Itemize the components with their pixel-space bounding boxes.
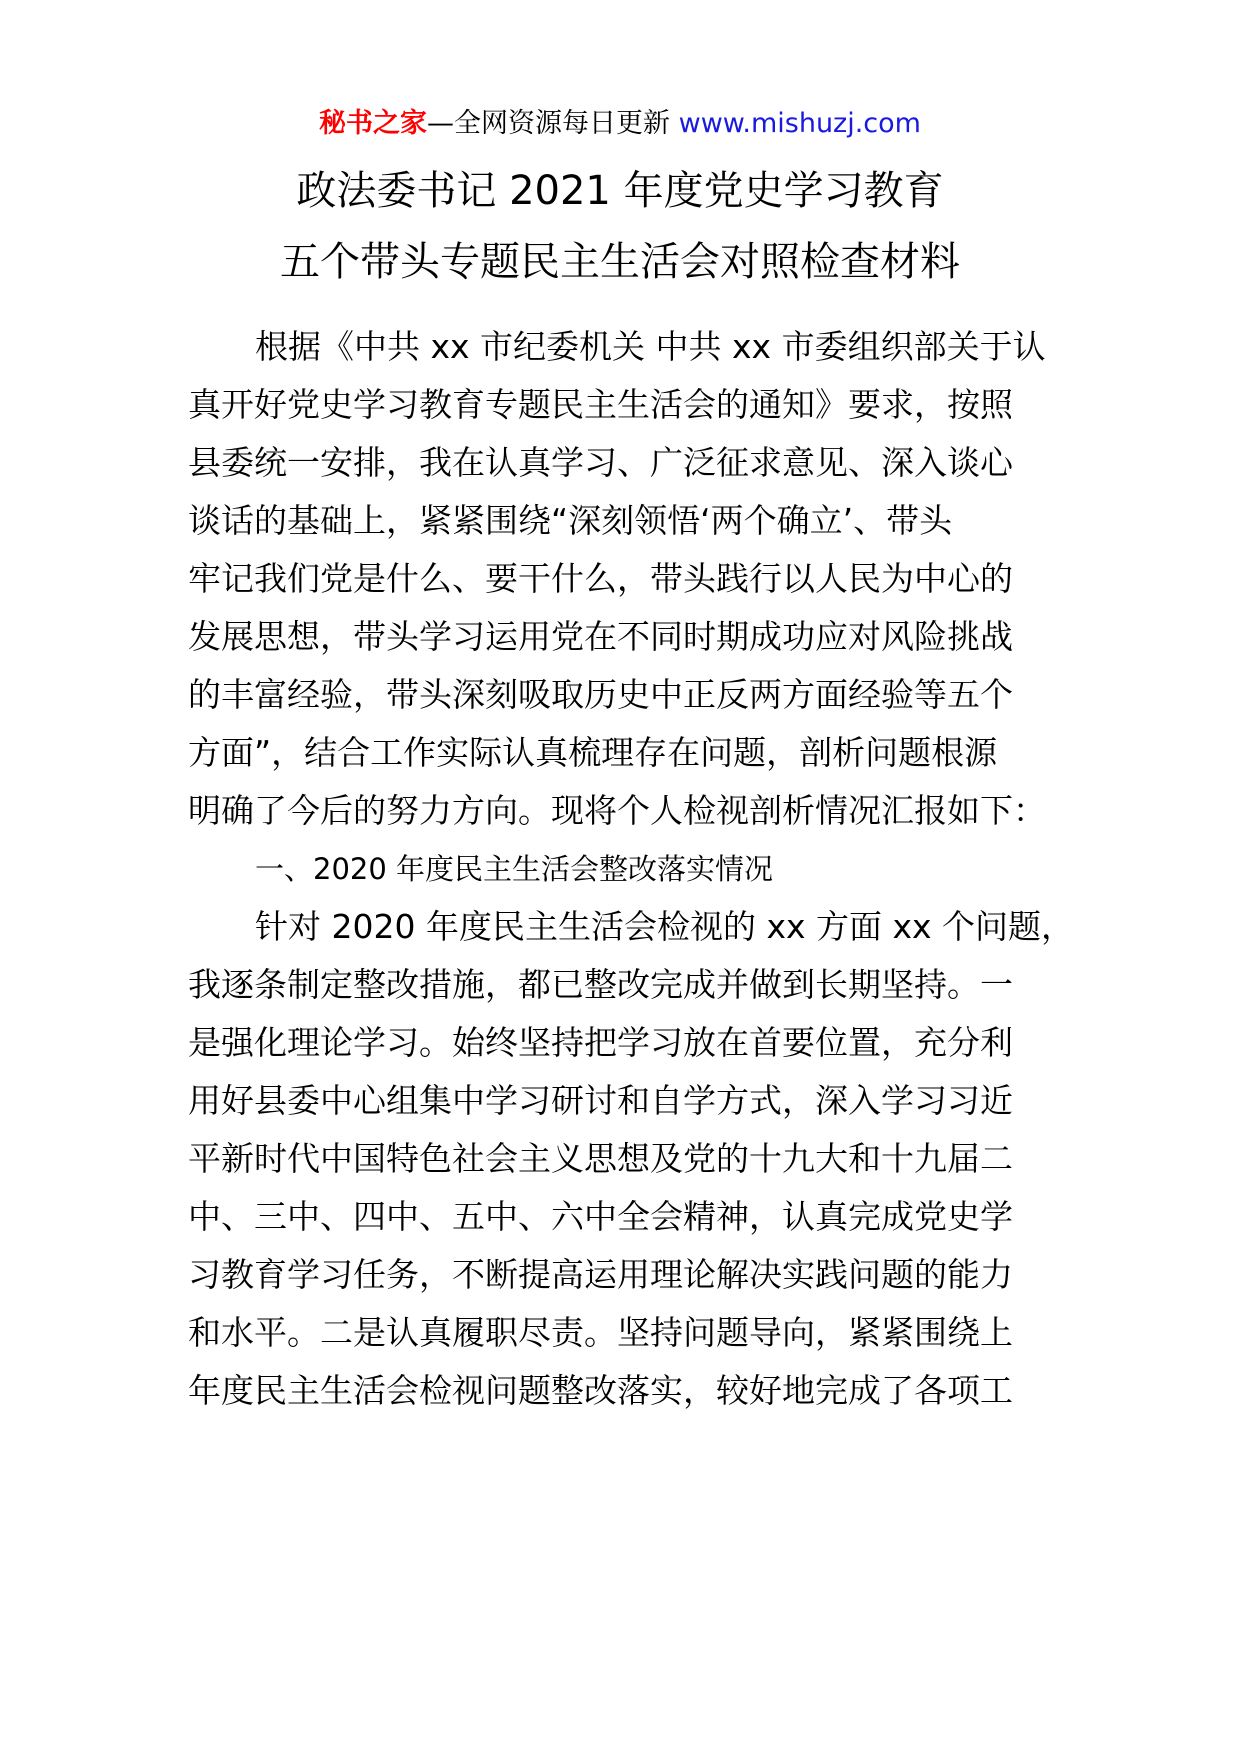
paragraph-line: 习教育学习任务，不断提高运用理论解决实践问题的能力 <box>188 1255 1013 1294</box>
paragraph-line: 平新时代中国特色社会主义思想及党的十九大和十九届二 <box>188 1139 1013 1178</box>
section-heading: 一、2020 年度民主生活会整改落实情况 <box>255 852 774 886</box>
paragraph-line: 年度民主生活会检视问题整改落实，较好地完成了各项工 <box>188 1371 1013 1410</box>
document-title-line-2: 五个带头专题民主生活会对照检查材料 <box>280 239 960 285</box>
paragraph-line: 中、三中、四中、五中、六中全会精神，认真完成党史学 <box>188 1197 1013 1236</box>
paragraph-line: 针对 2020 年度民主生活会检视的 xx 方面 xx 个问题， <box>255 907 1075 946</box>
paragraph-line: 方面”，结合工作实际认真梳理存在问题，剖析问题根源 <box>188 733 998 772</box>
paragraph-line: 的丰富经验，带头深刻吸取历史中正反两方面经验等五个 <box>188 675 1013 714</box>
paragraph-line: 用好县委中心组集中学习研讨和自学方式，深入学习习近 <box>188 1081 1013 1120</box>
site-header <box>0 104 1240 144</box>
paragraph-line: 根据《中共 xx 市纪委机关 中共 xx 市委组织部关于认 <box>255 327 1046 366</box>
paragraph-line: 发展思想，带头学习运用党在不同时期成功应对风险挑战 <box>188 617 1013 656</box>
paragraph-line: 谈话的基础上，紧紧围绕“深刻领悟‘两个确立’、带头 <box>188 501 953 540</box>
paragraph-line: 县委统一安排，我在认真学习、广泛征求意见、深入谈心 <box>188 443 1013 482</box>
paragraph-line: 牢记我们党是什么、要干什么，带头践行以人民为中心的 <box>188 559 1013 598</box>
header-tagline: —全网资源每日更新 <box>427 108 679 139</box>
paragraph-line: 明确了今后的努力方向。现将个人检视剖析情况汇报如下： <box>188 791 1046 830</box>
paragraph-line: 是强化理论学习。始终坚持把学习放在首要位置，充分利 <box>188 1023 1013 1062</box>
document-title-line-1: 政法委书记 2021 年度党史学习教育 <box>296 168 944 214</box>
paragraph-line: 我逐条制定整改措施，都已整改完成并做到长期坚持。一 <box>188 965 1013 1004</box>
paragraph-line: 和水平。二是认真履职尽责。坚持问题导向，紧紧围绕上 <box>188 1313 1013 1352</box>
site-url-link[interactable]: www.mishuzj.com <box>678 108 921 139</box>
paragraph-line: 真开好党史学习教育专题民主生活会的通知》要求，按照 <box>188 385 1013 424</box>
brand-name: 秘书之家 <box>319 108 428 139</box>
